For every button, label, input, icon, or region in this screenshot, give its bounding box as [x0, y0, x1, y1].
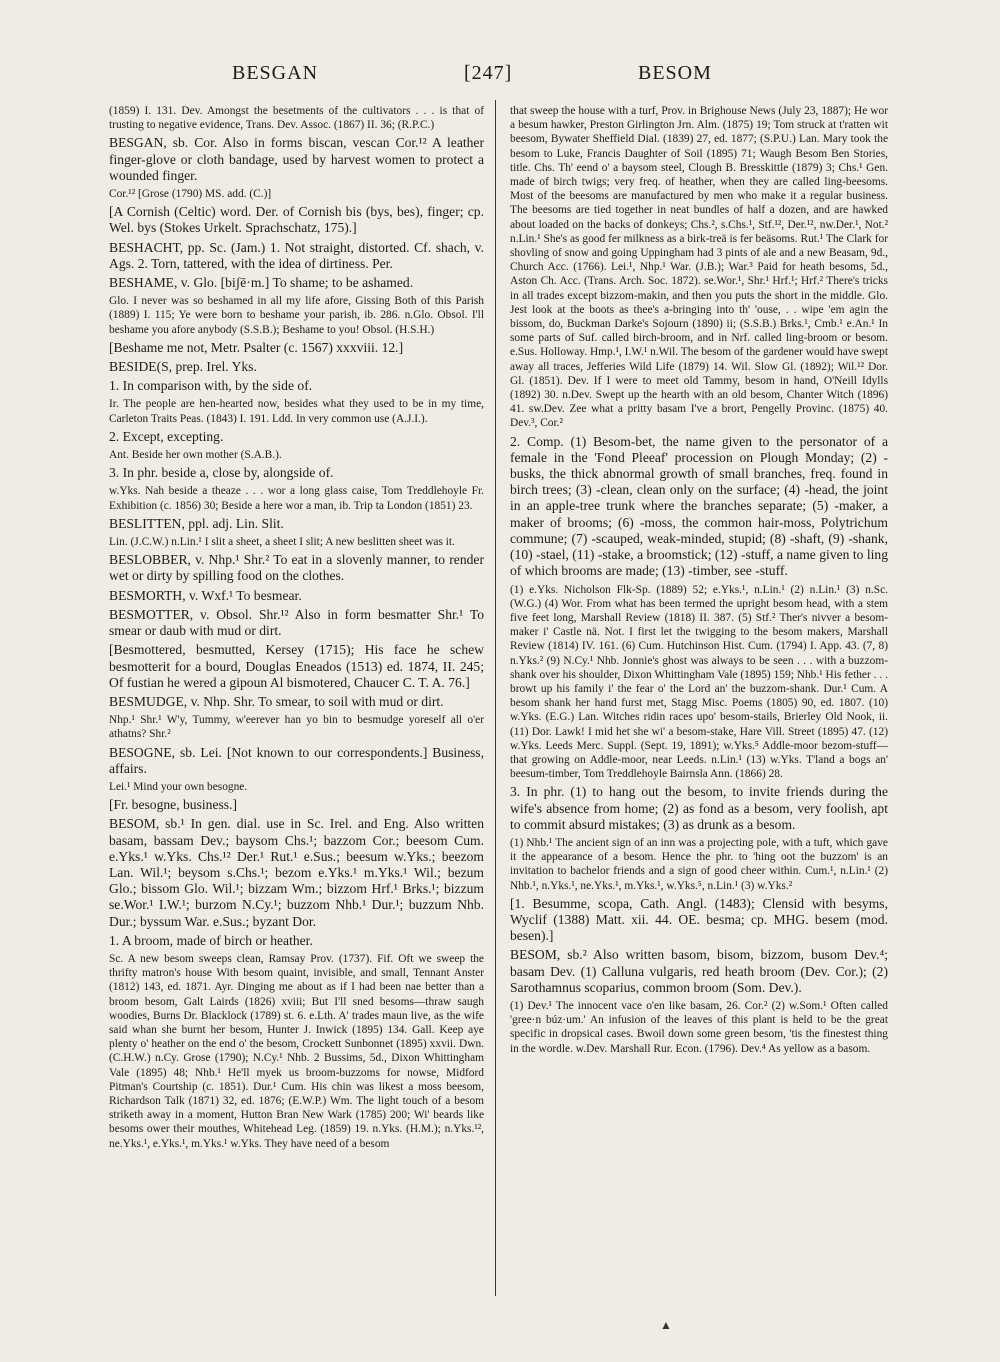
dictionary-paragraph: (1) Dev.¹ The innocent vace o'en like basam, 26. Cor.² (2) w.Som.¹ Often called 'gree·n búz·um.' An infusion of the leaves of this plant is held to be the great specific in dropsical cases. Bwoil down some green besom, 'tis the finestest thing in the wordle. w.Dev. Marshall Rur. Econ. (1796). Dev.⁴ As yellow as a basom.	[510, 999, 888, 1055]
dictionary-paragraph: [1. Besumme, scopa, Cath. Angl. (1483); Clensid with besyms, Wyclif (1388) Matt. xii. 44. OE. besma; cp. MHG. besem (mod. besen).]	[510, 895, 888, 944]
column-divider	[495, 100, 496, 1296]
right-column	[510, 104, 888, 1294]
dictionary-paragraph: Lin. (J.C.W.) n.Lin.¹ I slit a sheet, a sheet I slit; A new beslitten sheet was it.	[109, 536, 455, 549]
dictionary-paragraph: 2. Comp. (1) Besom-bet, the name given to the personator of a female in the 'Fond Pleeaf' procession on Plough Monday; (2) -busks, the thick abnormal growth of small branches, freq. found in birch trees; (3) -clean, clean only on the surface; (4) -head, the joint in an apple-tree trunk where the branches separate; (5) -maker, a maker of brooms; (6) -moss, the common hair-moss, Polytrichum commune; (7) -scauped, weak-minded, stupid; (8) -shaft, (9) -shank, (10) -stael, (11) -stake, a broomstick; (12) -stuff, a name given to ling of which brooms are made; (13) -timber, see -stuff.	[510, 433, 888, 579]
left-column-text	[109, 104, 484, 1151]
dictionary-paragraph: BESHACHT, pp. Sc. (Jam.) 1. Not straight, distorted. Cf. shach, v. Ags. 2. Torn, tattered, with the idea of dirtiness. Per.	[109, 239, 484, 271]
dictionary-paragraph: BESLOBBER, v. Nhp.¹ Shr.² To eat in a slovenly manner, to render wet or dirty by spilling food on the clothes.	[109, 552, 484, 584]
dictionary-paragraph: 3. In phr. (1) to hang out the besom, to invite friends during the wife's absence from home; (2) as fond as a besom, very foolish, apt to commit absurd mistakes; (3) as drunk as a besom.	[510, 784, 888, 832]
dictionary-paragraph: (1) Nhb.¹ The ancient sign of an inn was a projecting pole, with a tuft, which gave it the appearance of a besom. Hence the phr. to 'hing oot the buzzom' is an invitation to bachelor friends and a sign of good cheer within. Cum.¹, n.Lin.¹ (2) Nhb.¹, n.Yks.¹, ne.Yks.¹, m.Yks.¹, w.Yks.⁵, n.Lin.¹ (3) w.Yks.²	[510, 836, 888, 892]
dictionary-paragraph: BESIDE(S, prep. Irel. Yks.	[109, 359, 257, 375]
dictionary-paragraph: Cor.¹² [Grose (1790) MS. add. (C.)]	[109, 188, 272, 201]
dictionary-paragraph: BESMUDGE, v. Nhp. Shr. To smear, to soil with mud or dirt.	[109, 693, 444, 709]
left-column	[109, 104, 484, 1294]
dictionary-paragraph: BESHAME, v. Glo. [biʃē·m.] To shame; to be ashamed.	[109, 275, 414, 291]
dictionary-paragraph: Lei.¹ Mind your own besogne.	[109, 780, 248, 793]
dictionary-paragraph: 1. In comparison with, by the side of.	[109, 378, 313, 394]
footer-mark: ▲	[660, 1318, 672, 1332]
dictionary-paragraph: BESMOTTER, v. Obsol. Shr.¹² Also in form besmatter Shr.¹ To smear or daub with mud or dirt.	[109, 606, 484, 639]
dictionary-paragraph: Ant. Beside her own mother (S.A.B.).	[109, 449, 282, 462]
dictionary-paragraph: Ir. The people are hen-hearted now, besides what they used to be in my time, Carleton Traits Peas. (1843) I. 191. Ldd. In very common use (A.J.I.).	[109, 398, 484, 425]
dictionary-paragraph: Nhp.¹ Shr.¹ W'y, Tummy, w'eerever han yo bin to besmudge yoreself all o'er athatns? Shr.²	[109, 714, 484, 741]
dictionary-paragraph: [A Cornish (Celtic) word. Der. of Cornish bis (bys, bes), finger; cp. Wel. bys (Stokes Urkelt. Sprachschatz, 175).]	[109, 204, 484, 236]
page-number: [247]	[464, 62, 513, 84]
dictionary-paragraph: Sc. A new besom sweeps clean, Ramsay Prov. (1737). Fif. Oft we sweep the thrifty matron's house With besom quaint, invisible, and small, Tennant Anster (1812) 143, ed. 1871. Ayr. Dinging me about as if I had been nae better than a broom besom, Galt Lairds (1826) xviii; But I'll sned besoms—thraw saugh woodies, Burns Dr. Blacklock (1789) st. 6. e.Lth. A' trades maun live, as the wife said whan she burnt her besom, Hunter J. Inwick (1895) 134. Gall. Keep aye plenty o' heather on the end o' the besom, Crockett Sunbonnet (1895) xxvii. Dwn. (C.H.W.) n.Cy. Grose (1790); N.Cy.¹ Nhb. 2 Bussims, 5d., Dixon Whittingham Vale (1895) 48; Nhb.¹ He'll myek us broom-buzzoms for nowse, Midford Pitman's Courtship (c. 1851). Dur.¹ Cum. His chin was likest a moss beesom, Richardson Talk (1871) 32, ed. 1876; (E.W.P.) Wm. The light touch of a besom striketh away in a moment, Hutton Bran New Wark (1785) 200; Wi' beards like besoms ower their mouthes, Whitehead Leg. (1859) 19. n.Yks. (H.M.); n.Yks.¹², ne.Yks.¹, e.Yks.¹, m.Yks.¹ w.Yks. They have need of a besom	[109, 952, 484, 1150]
dictionary-paragraph: [Besmottered, besmutted, Kersey (1715); His face he schew besmotterit for a bourd, Douglas Eneados (1513) ed. 1874, II. 245; Of fustian he wered a gipoun Al bismotered, Chaucer C. T. A. 76.]	[109, 642, 484, 690]
page-header	[0, 62, 1000, 92]
dictionary-paragraph: BESMORTH, v. Wxf.¹ To besmear.	[109, 587, 302, 603]
dictionary-paragraph: (1) e.Yks. Nicholson Flk-Sp. (1889) 52; e.Yks.¹, n.Lin.¹ (2) n.Lin.¹ (3) n.Sc. (W.G.) (4) Wor. From what has been termed the upright besom head, with a stem five feet long, Marshall Review (1818) II. 387. (5) Stf.² Ther's nivver a besom-maker i' Castle nä. Not. I first let the twigging to the besom makers, Marshall Review (1814) IV. 161. (6) Cum. Hutchinson Hist. Cum. (1794) I. App. 43. (7, 8) n.Yks.² (9) N.Cy.¹ Nhb. Jonnie's ghost was always to be seen . . . with a buzzom-shank over his shoulder, Dixon Whittingham Vale (1895) 159; Nhb.¹ His fether . . . browt up his family i' the fear o' the Lord an' the buzzom-shank. Dur.¹ Cum. A besom shank her hand furst met, Stagg Misc. Poems (1805) 90, ed. 1807. (10) w.Yks. (E.G.) Lan. Witches ridin races upo' besom-stails, Brierley Old Nook, ii. (11) Dor. Lawk! I mid het she wi' a besom-stake, Hare Vill. Street (1895) 47. (12) w.Yks. Leeds Merc. Suppl. (Sept. 19, 1891); w.Yks.⁵ Addle-moor bezom-stuff—that growing on Addle-moor, near Leeds. n.Lin.¹ (13) w.Yks. T'land a bogs an' beesum-timber, Tom Treddlehoyle Bairnsla Ann. (1866) 28.	[510, 583, 888, 781]
dictionary-paragraph: [Beshame me not, Metr. Psalter (c. 1567) xxxviii. 12.]	[109, 339, 404, 355]
dictionary-paragraph: 3. In phr. beside a, close by, alongside of.	[109, 465, 334, 481]
header-right-word: BESOM	[638, 62, 712, 84]
header-left-word: BESGAN	[232, 62, 319, 84]
dictionary-paragraph: w.Yks. Nah beside a theaze . . . wor a long glass caise, Tom Treddlehoyle Fr. Exhibition (c. 1856) 30; Beside a here wor a man, ib. Trip ta London (1851) 23.	[109, 485, 484, 512]
dictionary-paragraph: that sweep the house with a turf, Prov. in Brighouse News (July 23, 1887); He wor a besum hawker, Preston Girlington Jrn. Alm. (1875) 19; Tom struck at t'ratten wit beesom, Bywater Sheffield Dial. (1839) 27, ed. 1877; (S.P.U.) Lan. Mary took the besom to Luke, Francis Daughter of Soil (1895) 71; Waugh Besom Ben Stories, title. Chs. Th' eend o' a baysom steel, Clough B. Bresskittle (1879) 3; Chs.¹ Gen. made of birch twigs; very freq. of heather, when they are called ling-beesoms. Most of the beesoms are manufactured by men who make it a regular business. The beesoms are tied together in neat bundles of half a dozen, and are hawked about loaded on the backs of donkeys; Chs.², s.Chs.¹, Stf.¹², Der.¹², nw.Der.¹, Not.² n.Lin.¹ She's as good fer milkness as a birk-treä is fer beäsoms. Rut.¹ The Clark for shovling of snow and going Uppingham had 3 pints of ale and a new Beasam, 9d., Church Acc. (1766). Lei.¹, Nhp.¹ War. (J.B.); War.³ Paid for heath besoms, 5d., Aston Ch. Acc. (Trans. Arch. Soc. 1872). se.Wor.¹, Shr.¹ Hrf.¹; Hrf.² There's tricks in all trades except bizzom-makin, and then you puts the short in the middle. Glo. Jest look at the boots as thee's a-bringing into th' 'ouse, . . wipe 'em agin the bissom, do, Buckman Darke's Sojourn (1890) ii; (S.S.B.) Brks.¹, Cmb.¹ e.An.¹ In some parts of Suf. called birch-broom, and in Nrf. called ling-broom or besom. e.Sus. Holloway. Hmp.¹, I.W.¹ n.Wil. The besom of the gardener would have swept away all traces, Jefferies Wild Life (1879) 14. Wil. Slow Gl. (1892); Wil.¹² Dor. Gl. (1851). Dev. If I were to meet old Tammy, besom in hand, O'Neill Idylls (1892) 30. n.Dev. Swept up the hearth with an old besom, Chanter Witch (1896) 41. sw.Dev. Zee what a pritty basam I've a brort, Pengelly Provinc. (1875) 40. Dev.³, Cor.²	[510, 105, 888, 430]
dictionary-paragraph: [Fr. besogne, business.]	[109, 797, 237, 813]
dictionary-paragraph: (1859) I. 131. Dev. Amongst the besetments of the cultivators . . . is that of trusting to negative evidence, Trans. Dev. Assoc. (1867) II. 36; (R.P.C.)	[109, 105, 484, 132]
dictionary-paragraph: BESOM, sb.² Also written basom, bisom, bizzom, busom Dev.⁴; basam Dev. (1) Calluna vulgaris, red heath broom (Dev. Cor.); (2) Sarothamnus scoparius, common broom (Som. Dev.).	[510, 947, 888, 995]
dictionary-paragraph: BESOGNE, sb. Lei. [Not known to our correspondents.] Business, affairs.	[109, 744, 484, 776]
right-column-text	[510, 104, 888, 1056]
dictionary-paragraph: 1. A broom, made of birch or heather.	[109, 932, 313, 948]
dictionary-paragraph: BESGAN, sb. Cor. Also in forms biscan, vescan Cor.¹² A leather finger-glove or cloth bandage, used by harvest women to protect a wounded finger.	[109, 135, 484, 183]
dictionary-paragraph: BESLITTEN, ppl. adj. Lin. Slit.	[109, 515, 284, 531]
dictionary-paragraph: BESOM, sb.¹ In gen. dial. use in Sc. Irel. and Eng. Also written basam, bassam Dev.; baysom Chs.¹; bazzom Cor.; beesom Cum. e.Yks.¹ w.Yks. Chs.¹² Der.¹ Rut.¹ e.Sus.; beesum w.Yks.; beezom Lan. Wil.¹; beysom s.Chs.¹; bezom e.Yks.¹ m.Yks.¹ Wil.; bezum Glo.; bissom Glo. Wil.¹; bizzam Wm.; bizzom Hrf.¹ Brks.¹; bizzum se.Wor.¹ I.W.¹; burzom N.Cy.¹; buzzom Nhb.¹ Dur.¹; buzzum Nhb. Dur.; byssum War. e.Sus.; byzant Dor.	[109, 816, 484, 929]
dictionary-paragraph: 2. Except, excepting.	[109, 428, 224, 444]
dictionary-paragraph: Glo. I never was so beshamed in all my life afore, Gissing Both of this Parish (1889) I. 115; Ye were born to beshame your parish, ib. 286. n.Glo. Obsol. I'll beshame you afore anybody (S.S.B.); Beshame to you! Obsol. (H.S.H.)	[109, 295, 484, 336]
